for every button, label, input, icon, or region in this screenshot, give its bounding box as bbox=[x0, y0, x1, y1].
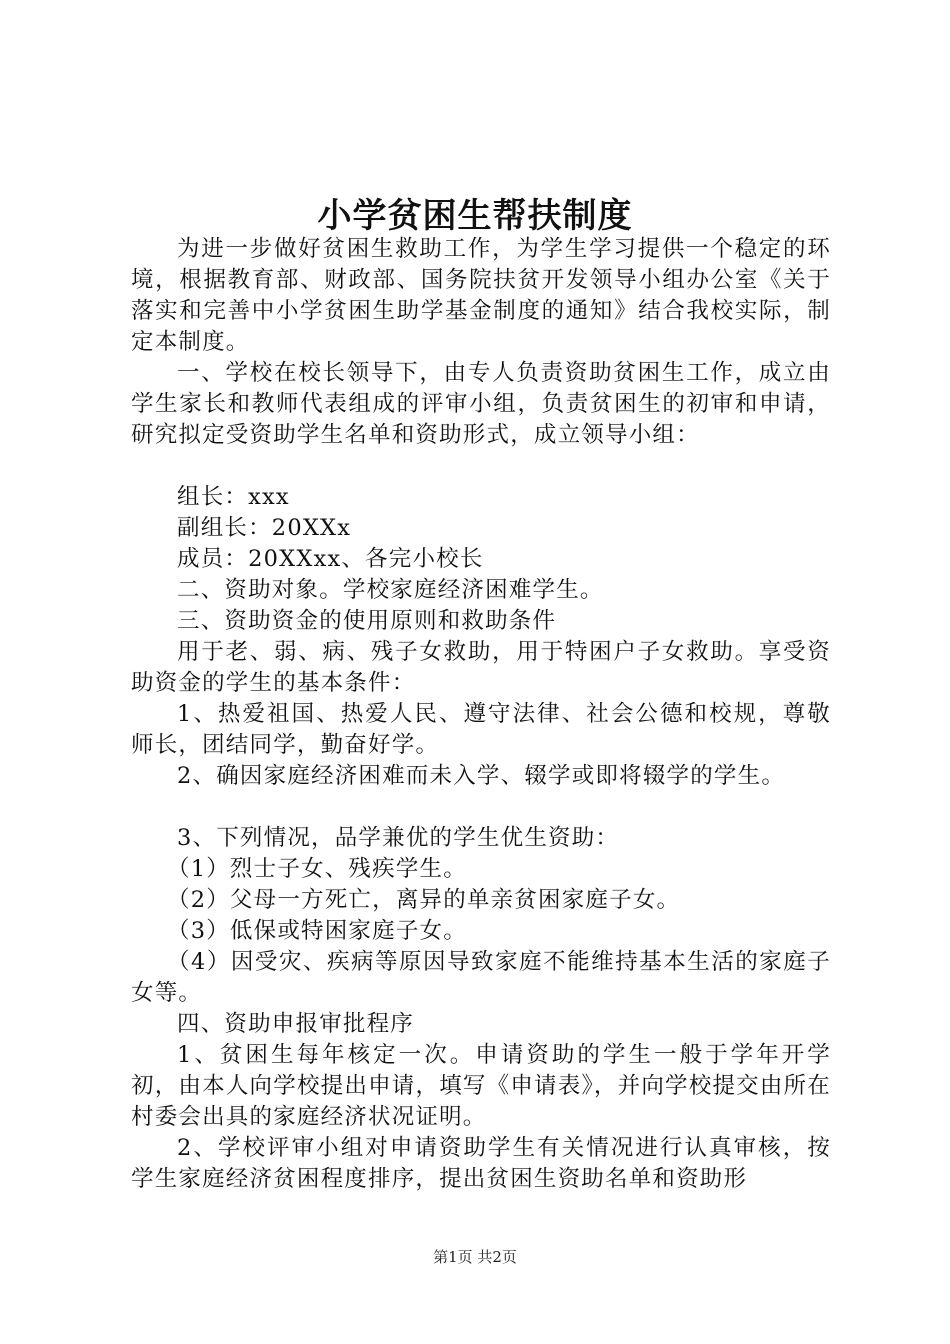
paragraph-procedure-1: 1、贫困生每年核定一次。申请资助的学生一般于学年开学初，由本人向学校提出申请，填写《申请表》，并向学校提交由所在村委会出具的家庭经济状况证明。 bbox=[131, 1042, 831, 1130]
paragraph-section-3: 三、资助资金的使用原则和救助条件 bbox=[177, 608, 557, 634]
paragraph-section-4: 四、资助申报审批程序 bbox=[177, 1011, 415, 1037]
paragraph-leader: 组长：xxx bbox=[177, 484, 290, 510]
paragraph-procedure-2: 2、学校评审小组对申请资助学生有关情况进行认真审核，按学生家庭经济贫困程度排序，提出贫困生资助名单和资助形 bbox=[131, 1135, 831, 1192]
paragraph-item-4: （4）因受灾、疾病等原因导致家庭不能维持基本生活的家庭子女等。 bbox=[131, 949, 831, 1006]
document-body bbox=[131, 234, 831, 1195]
paragraph-condition-2: 2、确因家庭经济困难而未入学、辍学或即将辍学的学生。 bbox=[177, 763, 786, 789]
paragraph-item-1: （1）烈士子女、残疾学生。 bbox=[167, 856, 467, 882]
paragraph-usage: 用于老、弱、病、残子女救助，用于特困户子女救助。享受资助资金的学生的基本条件： bbox=[131, 639, 831, 696]
blank-line bbox=[131, 792, 831, 823]
paragraph-section-1: 一、学校在校长领导下，由专人负责资助贫困生工作，成立由学生家长和教师代表组成的评审小组，负责贫困生的初审和申请，研究拟定受资助学生名单和资助形式，成立领导小组： bbox=[131, 360, 831, 448]
paragraph-section-2: 二、资助对象。学校家庭经济困难学生。 bbox=[177, 577, 604, 603]
paragraph-members: 成员：20XXxx、各完小校长 bbox=[177, 546, 484, 572]
paragraph-deputy-leader: 副组长：20XXx bbox=[177, 515, 352, 541]
page-footer: 第1页 共2页 bbox=[433, 1248, 517, 1266]
paragraph-intro: 为进一步做好贫困生救助工作，为学生学习提供一个稳定的环境，根据教育部、财政部、国务院扶贫开发领导小组办公室《关于落实和完善中小学贫困生助学基金制度的通知》结合我校实际，制定本制度。 bbox=[131, 236, 831, 355]
blank-line bbox=[131, 451, 831, 482]
paragraph-item-3: （3）低保或特困家庭子女。 bbox=[167, 918, 467, 944]
paragraph-condition-3: 3、下列情况，品学兼优的学生优生资助： bbox=[177, 825, 620, 851]
document-title: 小学贫困生帮扶制度 bbox=[317, 196, 633, 236]
paragraph-item-2: （2）父母一方死亡，离异的单亲贫困家庭子女。 bbox=[167, 887, 681, 913]
paragraph-condition-1: 1、热爱祖国、热爱人民、遵守法律、社会公德和校规，尊敬师长，团结同学，勤奋好学。 bbox=[131, 701, 831, 758]
